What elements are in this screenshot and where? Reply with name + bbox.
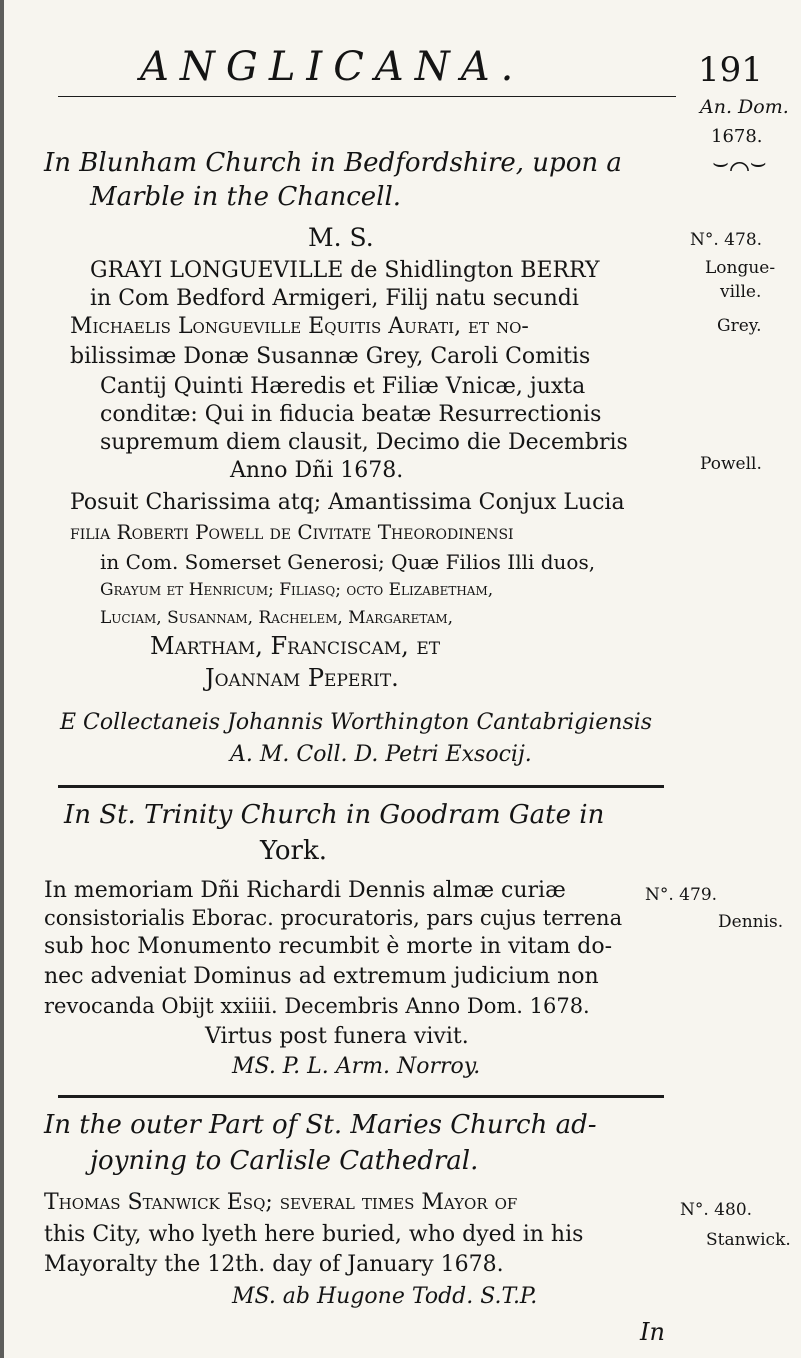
inscription-line: supremum diem clausit, Decimo die Decembris [100,430,628,455]
inscription-line: consistorialis Eborac. procuratoris, pars cujus terrena [44,906,623,930]
inscription-line: bilissimæ Donæ Susannæ Grey, Caroli Comitis [70,344,591,369]
entry-heading: In Blunham Church in Bedfordshire, upon a [44,148,622,178]
margin-name: Longue- [705,258,776,278]
inscription-line: Thomas Stanwick Esq; several times Mayor of [44,1190,518,1215]
inscription-line: nec adveniat Dominus ad extremum judicium non [44,964,599,989]
inscription-line: Posuit Charissima atq; Amantissima Conjux Lucia [70,490,625,515]
source-citation-cont: A. M. Coll. D. Petri Exsocij. [230,742,532,767]
inscription-line: conditæ: Qui in fiducia beatæ Resurrectionis [100,402,602,427]
margin-an-dom: An. Dom. [700,96,789,118]
entry-heading-cont: joyning to Carlisle Cathedral. [90,1146,479,1176]
entry-heading-cont: Marble in the Chancell. [90,182,402,212]
inscription-line: Joannam Peperit. [205,664,399,692]
inscription-line: Cantij Quinti Hæredis et Filiæ Vnicæ, juxta [100,374,586,399]
margin-name-cont: ville. [720,282,762,302]
inscription-line: Grayum et Henricum; Filiasq; octo Elizabetham, [100,580,494,600]
entry-heading: In St. Trinity Church in Goodram Gate in [64,800,605,830]
catchword: In [640,1318,665,1346]
inscription-line: Mayoralty the 12th. day of January 1678. [44,1252,504,1277]
head-rule [58,96,676,97]
flourish-ornament: ⌣⌒⌣ [712,148,767,178]
margin-name: Stanwick. [706,1230,791,1250]
margin-name-powell: Powell. [700,454,762,474]
entry-heading: In the outer Part of St. Maries Church ad- [44,1110,597,1140]
inscription-line: in Com. Somerset Generosi; Quæ Filios Illi duos, [100,550,596,574]
inscription-line: filia Roberti Powell de Civitate Theorodinensi [70,520,514,544]
margin-number: N°. 478. [690,230,763,250]
margin-name: Dennis. [718,912,784,932]
inscription-line: Luciam, Susannam, Rachelem, Margaretam, [100,608,454,628]
inscription-line: Martham, Franciscam, et [150,632,441,660]
entry-heading-cont: York. [260,836,328,866]
inscription-line: In memoriam Dñi Richardi Dennis almæ curiæ [44,878,566,903]
page-number: 191 [698,50,763,90]
inscription-line: GRAYI LONGUEVILLE de Shidlington BERRY [90,258,600,283]
inscription-line: in Com Bedford Armigeri, Filij natu secundi [90,286,579,311]
margin-number: N°. 480. [680,1200,753,1220]
section-rule [58,785,664,788]
source-citation: MS. ab Hugone Todd. S.T.P. [232,1284,538,1309]
source-citation: E Collectaneis Johannis Worthington Cantabrigiensis [60,710,653,735]
margin-name-grey: Grey. [717,316,762,336]
page-edge [0,0,4,1358]
inscription-line: Anno Dñi 1678. [230,458,404,483]
section-rule [58,1095,664,1098]
inscription-line: Michaelis Longueville Equitis Aurati, et no- [70,314,529,339]
inscription-line: Virtus post funera vivit. [205,1024,469,1049]
source-citation: MS. P. L. Arm. Norroy. [232,1054,481,1079]
inscription-line: sub hoc Monumento recumbit è morte in vitam do- [44,934,613,959]
margin-year: 1678. [711,126,763,147]
ms-line: M. S. [308,223,374,252]
inscription-line: revocanda Obijt xxiiii. Decembris Anno Dom. 1678. [44,994,590,1018]
margin-number: N°. 479. [645,885,718,905]
running-head-title: ANGLICANA. [140,44,525,90]
inscription-line: this City, who lyeth here buried, who dyed in his [44,1222,584,1247]
